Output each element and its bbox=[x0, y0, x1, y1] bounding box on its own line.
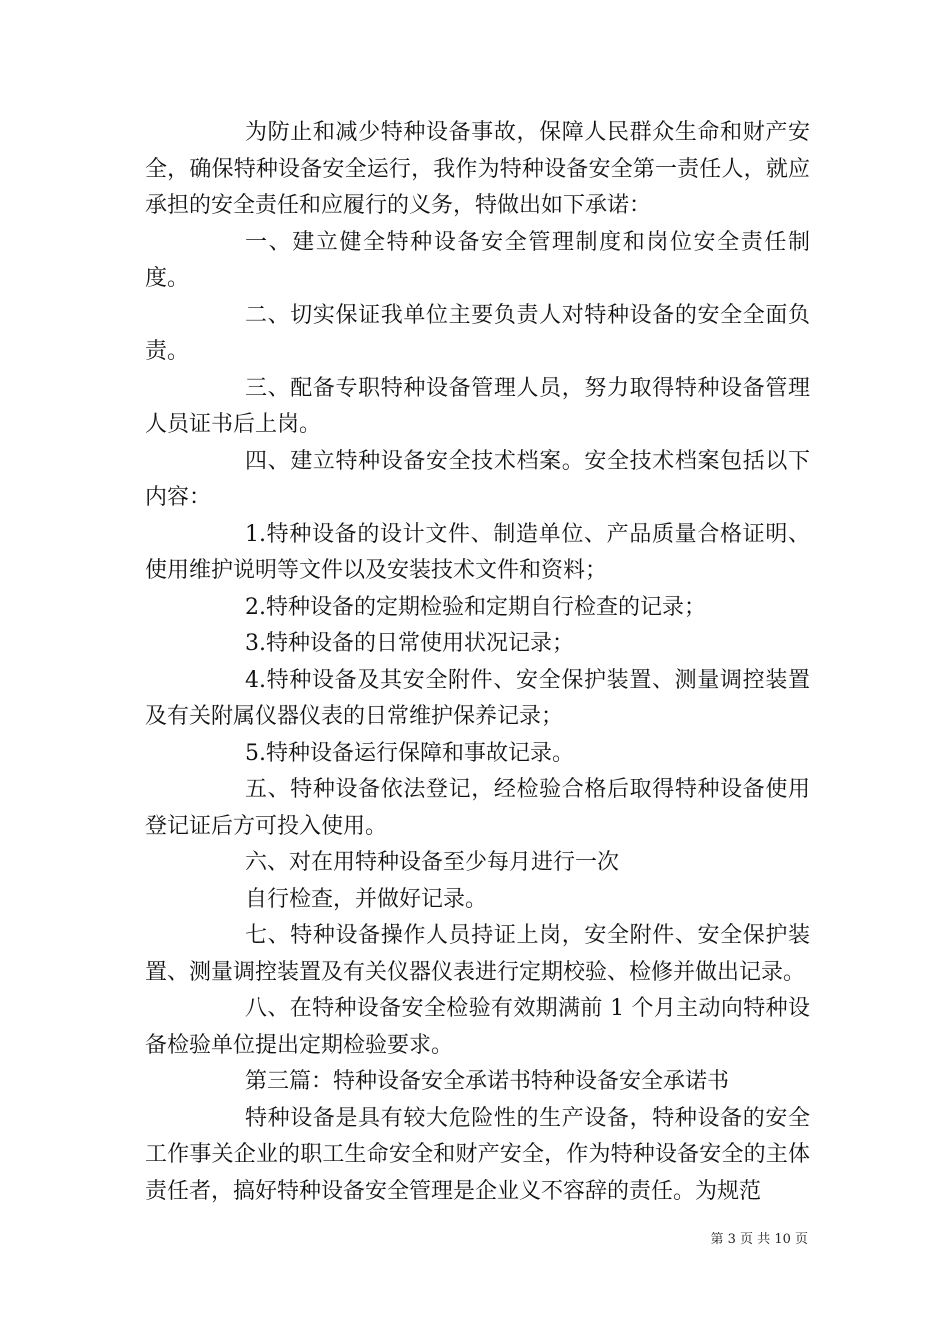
paragraph-item-2: 二、切实保证我单位主要负责人对特种设备的安全全面负责。 bbox=[145, 302, 810, 364]
paragraph-item-6-continued: 自行检查，并做好记录。 bbox=[245, 886, 488, 912]
paragraph-intro: 为防止和减少特种设备事故，保障人民群众生命和财产安全，确保特种设备安全运行，我作为特种设备安全第一责任人，就应承担的安全责任和应履行的义务，特做出如下承诺： bbox=[145, 120, 810, 218]
paragraph-section-intro: 特种设备是具有较大危险性的生产设备，特种设备的安全工作事关企业的职工生命安全和财产安全，作为特种设备安全的主体责任者，搞好特种设备安全管理是企业义不容辞的责任。为规范 bbox=[145, 1105, 810, 1204]
paragraph-subitem-5: 5.特种设备运行保障和事故记录。 bbox=[245, 740, 574, 766]
paragraph-subitem-2: 2.特种设备的定期检验和定期自行检查的记录； bbox=[245, 594, 706, 620]
paragraph-item-1: 一、建立健全特种设备安全管理制度和岗位安全责任制度。 bbox=[145, 229, 810, 291]
paragraph-subitem-1: 1.特种设备的设计文件、制造单位、产品质量合格证明、使用维护说明等文件以及安装技术文件和资料； bbox=[145, 521, 810, 583]
paragraph-subitem-3: 3.特种设备的日常使用状况记录； bbox=[245, 631, 574, 656]
paragraph-item-5: 五、特种设备依法登记，经检验合格后取得特种设备使用登记证后方可投入使用。 bbox=[145, 777, 810, 839]
paragraph-item-7: 七、特种设备操作人员持证上岗，安全附件、安全保护装置、测量调控装置及有关仪器仪表进行定期校验、检修并做出记录。 bbox=[145, 923, 810, 985]
page-number-footer: 第 3 页 共 10 页 bbox=[710, 1232, 808, 1247]
section-heading: 第三篇：特种设备安全承诺书特种设备安全承诺书 bbox=[245, 1069, 730, 1094]
paragraph-item-8: 八、在特种设备安全检验有效期满前 1 个月主动向特种设备检验单位提出定期检验要求。 bbox=[145, 996, 810, 1058]
paragraph-item-4: 四、建立特种设备安全技术档案。安全技术档案包括以下内容： bbox=[145, 448, 810, 510]
paragraph-item-6: 六、对在用特种设备至少每月进行一次 bbox=[245, 850, 620, 875]
paragraph-item-3: 三、配备专职特种设备管理人员，努力取得特种设备管理人员证书后上岗。 bbox=[145, 375, 810, 437]
document-body bbox=[145, 115, 810, 1210]
paragraph-subitem-4: 4.特种设备及其安全附件、安全保护装置、测量调控装置及有关附属仪器仪表的日常维护保养记录； bbox=[145, 667, 810, 729]
